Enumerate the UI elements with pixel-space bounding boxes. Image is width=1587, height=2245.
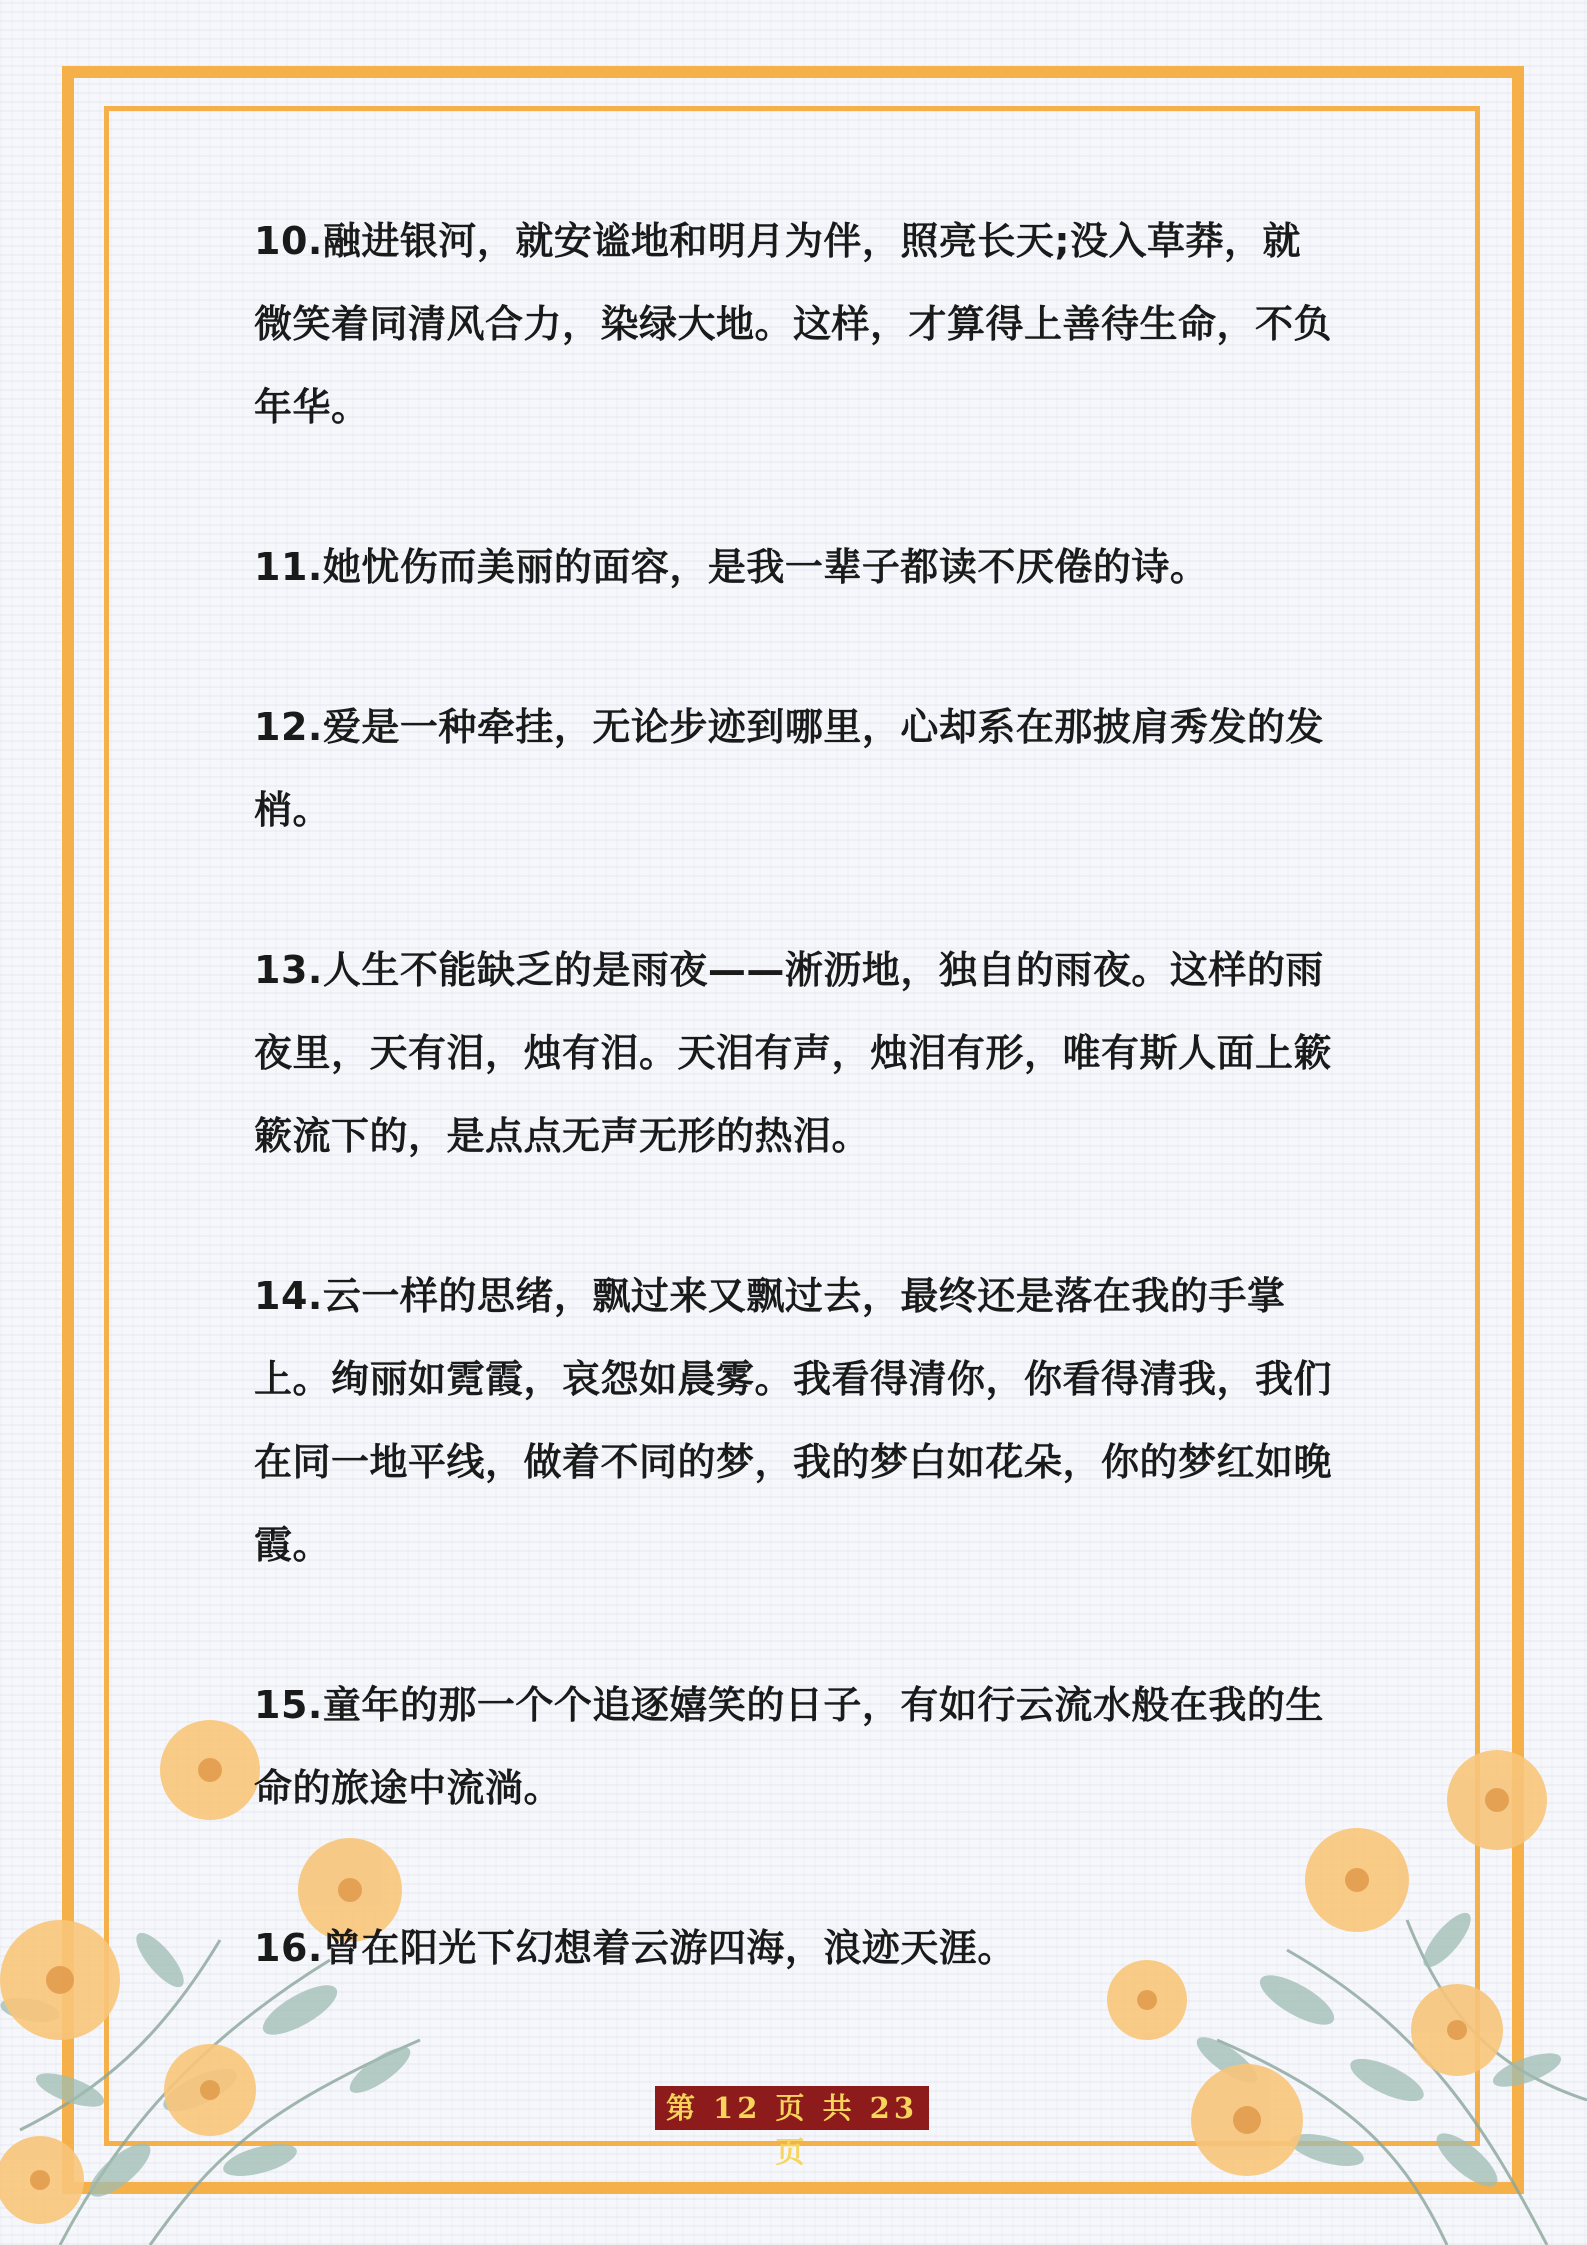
paragraph-13: 13.人生不能缺乏的是雨夜——淅沥地，独自的雨夜。这样的雨夜里，天有泪，烛有泪。天泪有声，烛泪有形，唯有斯人面上簌簌流下的，是点点无声无形的热泪。 [254,948,1333,1158]
paragraph-12: 12.爱是一种牵挂，无论步迹到哪里，心却系在那披肩秀发的发梢。 [254,705,1324,832]
page-number-label: 第 12 页 共 23 页 [655,2086,929,2130]
paragraph-15: 15.童年的那一个个追逐嬉笑的日子，有如行云流水般在我的生命的旅途中流淌。 [254,1683,1324,1810]
paragraph-10: 10.融进银河，就安谧地和明月为伴，照亮长天;没入草莽，就微笑着同清风合力，染绿大地。这样，才算得上善待生命，不负年华。 [254,219,1333,429]
paragraph-11: 11.她忧伤而美丽的面容，是我一辈子都读不厌倦的诗。 [254,545,1209,589]
document-body [254,200,1334,2067]
paragraph-16: 16.曾在阳光下幻想着云游四海，浪迹天涯。 [254,1926,1016,1970]
paragraph-14: 14.云一样的思绪，飘过来又飘过去，最终还是落在我的手掌上。绚丽如霓霞，哀怨如晨雾。我看得清你，你看得清我，我们在同一地平线，做着不同的梦，我的梦白如花朵，你的梦红如晚霞。 [254,1274,1333,1567]
